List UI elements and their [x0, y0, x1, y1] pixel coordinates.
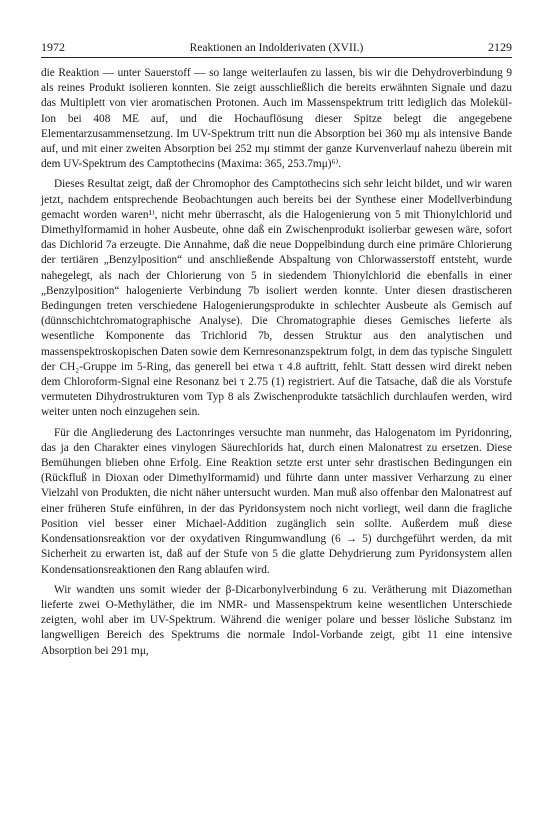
- header-title: Reaktionen an Indolderivaten (XVII.): [189, 42, 364, 54]
- paragraph: Dieses Resultat zeigt, daß der Chromophor des Camptothecins sich sehr leicht bildet, und wir waren jetzt, nachdem entsprechende Beobachtungen auch bereits bei der Synthese einer Modellverbindung gemacht worden waren¹⁾, nicht mehr überrascht, als die Halogenierung von 5 mit Thionylchlorid und Dimethylformamid in hoher Ausbeute, ohne daß ein Zwischenprodukt isolierbar gewesen wäre, sofort das Dichlorid 7a erzeugte. Die Annahme, daß die neue Doppelbindung durch eine primäre Chlorierung der tertiären „Benzylposition“ und anschließende Abspaltung von Chlorwasserstoff entsteht, wurde nahegelegt, als nach der Chlorierung von 5 in siedendem Thionylchlorid die ebenfalls in einer „Benzylposition“ halogenierte Verbindung 7b isoliert werden konnte. Unter diesen drastischeren Bedingungen treten verschiedene Halogenierungsprodukte in schlechter Ausbeute als Gemisch auf (dünnschichtchromatographische Analyse). Die Chromatographie dieses Gemisches lieferte als wesentliche Komponente das Trichlorid 7b, dessen Struktur aus den analytischen und massenspektroskopischen Daten sowie dem Kernresonanzspektrum folgt, in dem das typische Singulett der CH₂-Gruppe im 5-Ring, das generell bei etwa τ 4.8 auftritt, fehlt. Statt dessen wird direkt neben dem Chloroform-Signal eine Resonanz bei τ 2.75 (1) registriert. Auf die Tatsache, daß die als Vorstufe vermuteten Dihydrostrukturen vom Typ 8 als Zwischenprodukte tatsächlich durchlaufen werden, wird weiter unten noch einzugehen sein.: [41, 178, 512, 419]
- running-header: [41, 40, 512, 58]
- paragraph: Wir wandten uns somit wieder der β-Dicarbonylverbindung 6 zu. Verätherung mit Diazomethan lieferte zwei O-Methyläther, die im NMR- und Massenspektrum keine wesentlichen Unterschiede zeigten, wohl aber im UV-Spektrum. Während die weniger polare und besser lösliche Substanz im langwelligen Bereich des Spektrums die normale Indol-Vorbande zeigt, gibt 11 eine intensive Absorption bei 291 mμ,: [41, 583, 512, 657]
- header-page-number: 2129: [488, 40, 512, 54]
- header-year: 1972: [41, 40, 65, 54]
- paragraph-continuation: die Reaktion — unter Sauerstoff — so lange weiterlaufen zu lassen, bis wir die Dehydroverbindung 9 als reines Produkt isolieren konnten. Sie zeigt ausschließlich die bereits erwähnten Signale und dazu das Multiplett von vier aromatischen Protonen. Auch im Massenspektrum tritt lediglich das Molekül-Ion bei 408 ME auf, und die Hochauflösung dieser Spitze belegt die angegebene Elementarzusammensetzung. Im UV-Spektrum tritt nun die Absorption bei 360 mμ als intensive Bande auf, und mit einer zweiten Absorption bei 252 mμ stimmt der ganze Kurvenverlauf nahezu überein mit dem UV-Spektrum des Camptothecins (Maxima: 365, 253.7mμ)⁶⁾.: [41, 67, 512, 171]
- paragraph: Für die Angliederung des Lactonringes versuchte man nunmehr, das Halogenatom im Pyridonring, das ja den Charakter eines vinylogen Säurechlorids hat, durch einen Malonatrest zu ersetzen. Diese Bemühungen blieben ohne Erfolg. Eine Reaktion setzte erst unter sehr drastischen Bedingungen ein (Rückfluß in Dioxan oder Dimethylformamid) und führte dann unter massiver Verharzung zu einer Vielzahl von Produkten, die nicht näher untersucht wurden. Man muß also offenbar den Malonatrest auf einer früheren Stufe einführen, in der das Pyridonsystem noch nicht vorliegt, weil dann die fragliche Position viel besser einer Michael-Addition zugänglich sein sollte. Außerdem muß diese Kondensationsreaktion vor der oxydativen Ringumwandlung (6 → 5) durchgeführt werden, da mit Sicherheit zu erwarten ist, daß auf der Stufe von 5 die glatte Dehydrierung zum Pyridonsystem allen Kondensationsreaktionen den Rang ablaufen wird.: [41, 426, 512, 576]
- body-text: [41, 66, 512, 659]
